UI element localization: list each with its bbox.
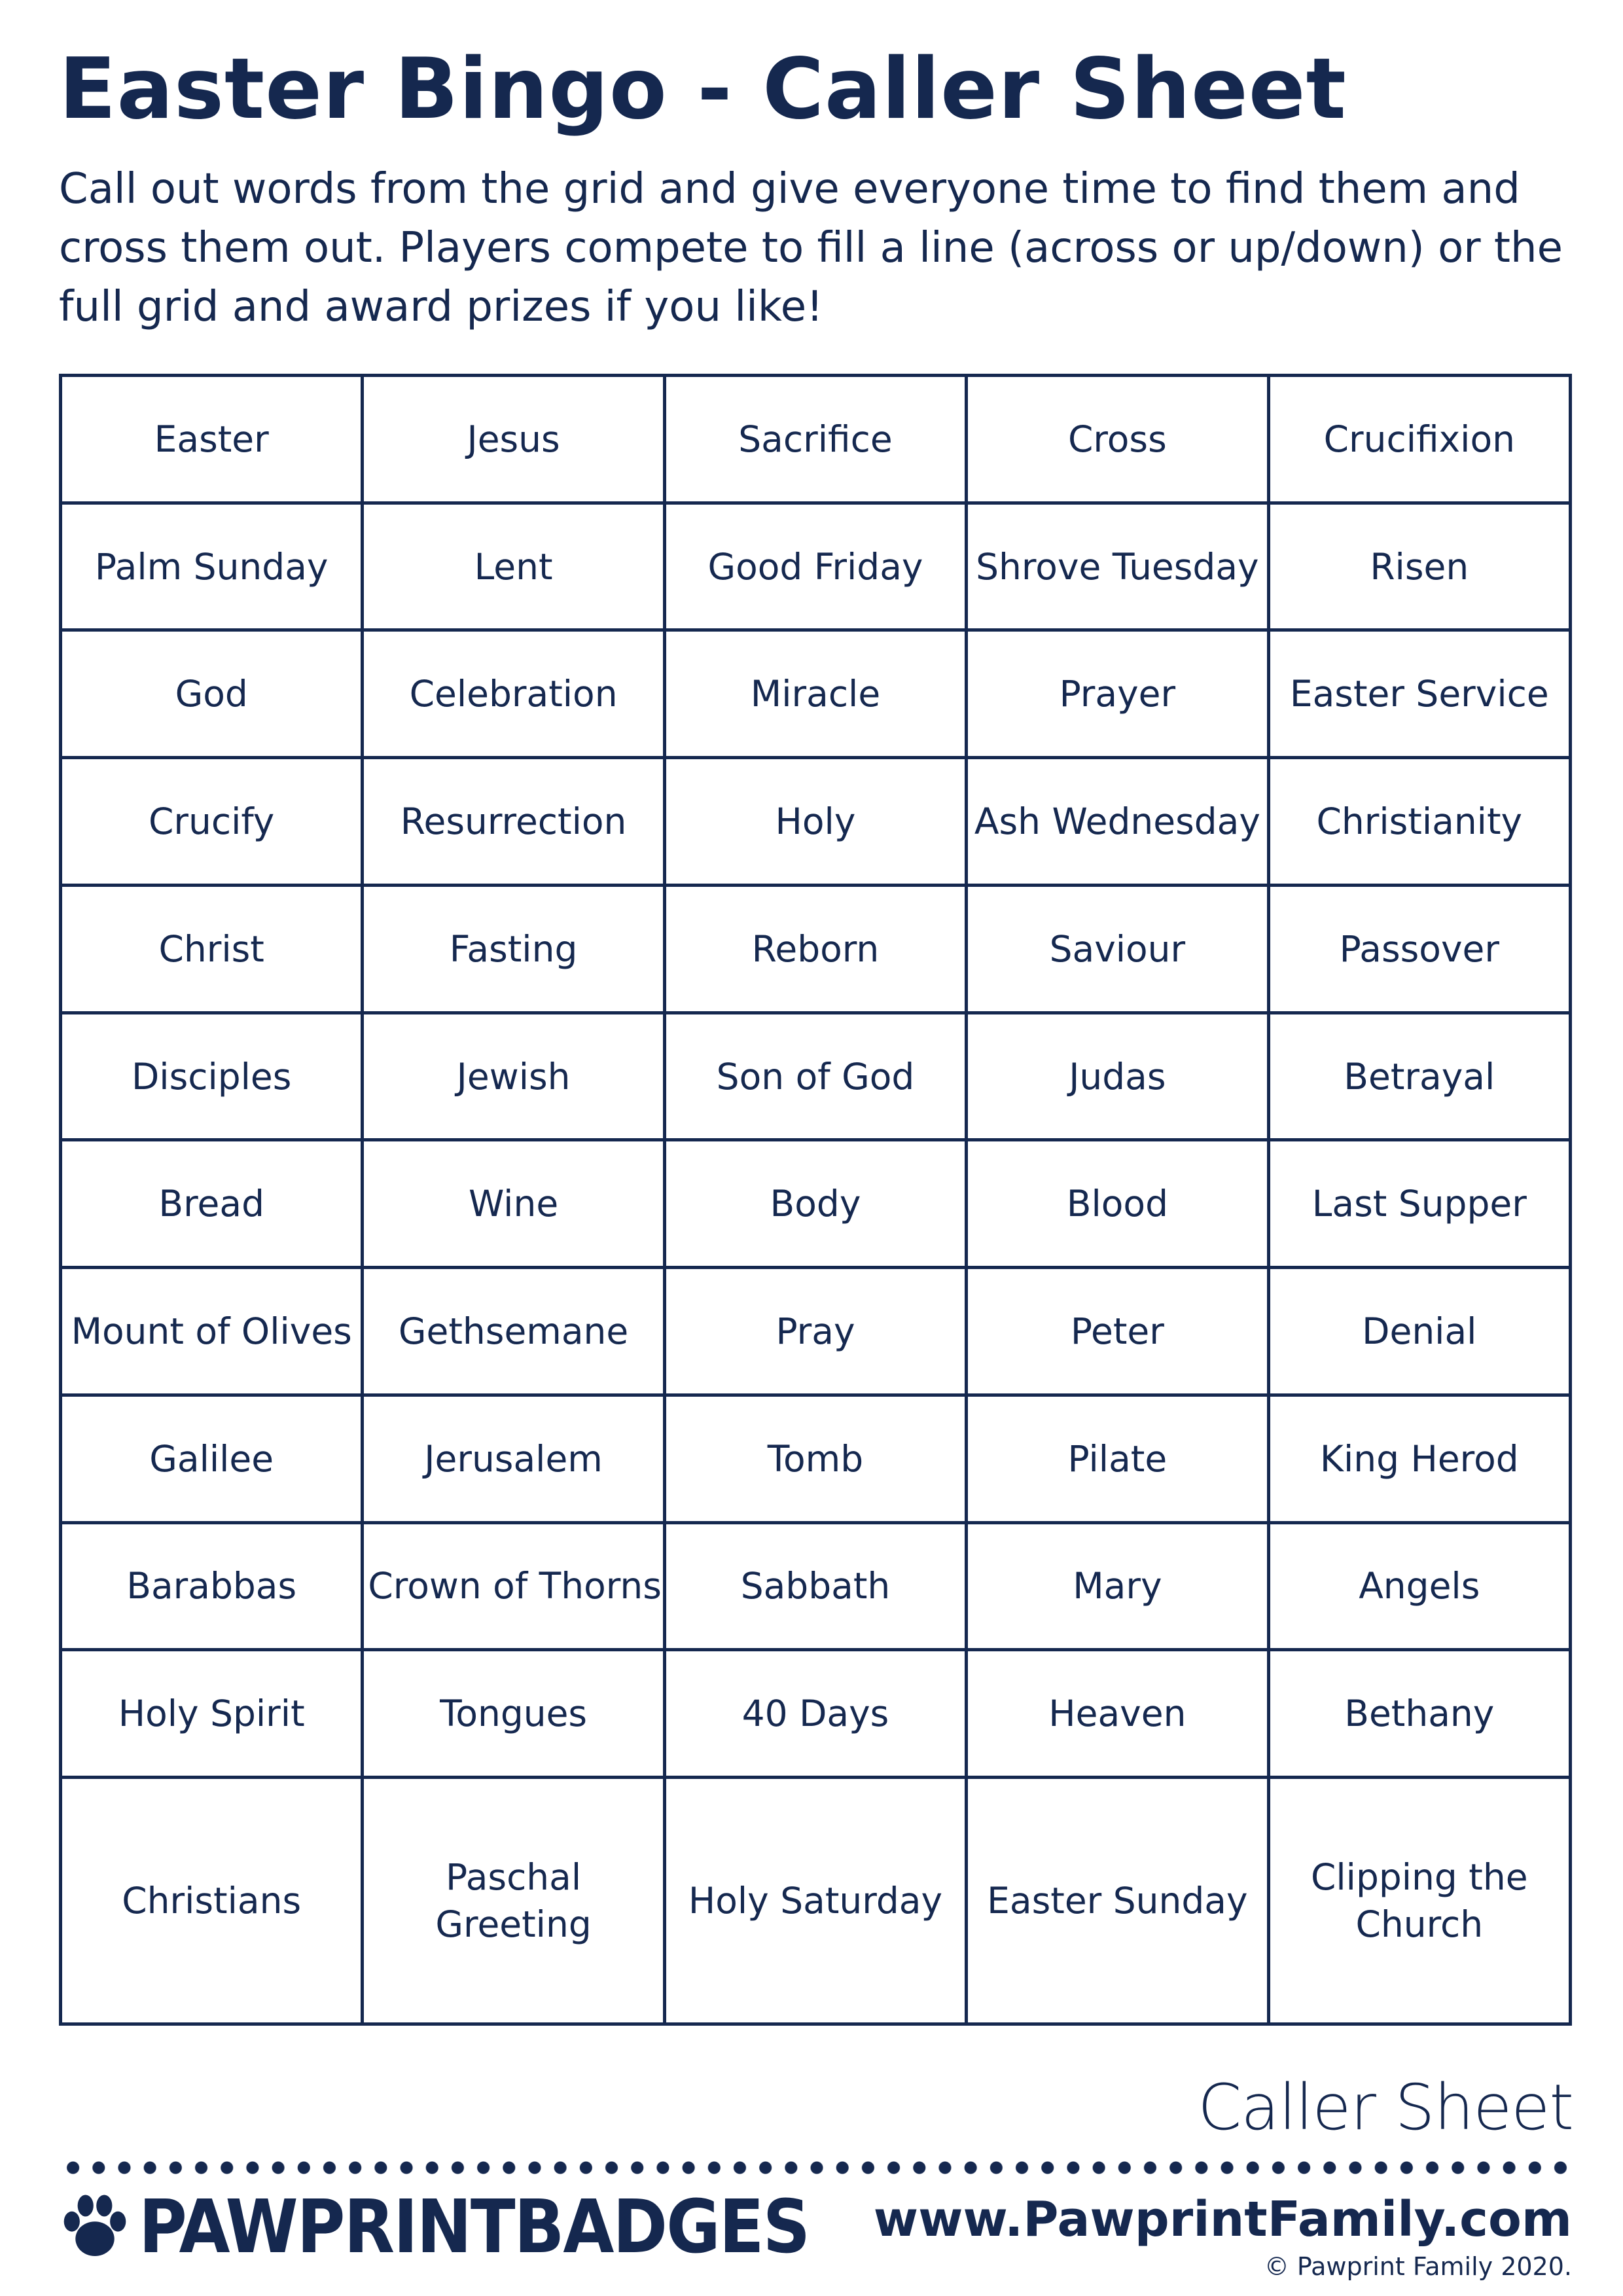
grid-row — [61, 1268, 1571, 1395]
grid-cell: Saviour — [967, 885, 1268, 1013]
grid-cell: Easter Sunday — [967, 1778, 1268, 2024]
grid-cell: Galilee — [61, 1395, 363, 1522]
grid-cell: Holy Saturday — [664, 1778, 966, 2024]
grid-cell: Mary — [967, 1522, 1268, 1650]
grid-cell: Pilate — [967, 1395, 1268, 1522]
grid-cell: Disciples — [61, 1013, 363, 1140]
grid-cell: Last Supper — [1268, 1140, 1570, 1268]
grid-row — [61, 885, 1571, 1013]
grid-cell: Fasting — [363, 885, 664, 1013]
grid-cell: Christians — [61, 1778, 363, 2024]
grid-row — [61, 1778, 1571, 2024]
grid-cell: Ash Wednesday — [967, 758, 1268, 886]
grid-row — [61, 1650, 1571, 1778]
grid-cell: Crucifixion — [1268, 376, 1570, 503]
grid-cell: Passover — [1268, 885, 1570, 1013]
grid-cell: Crown of Thorns — [363, 1522, 664, 1650]
grid-cell: Celebration — [363, 630, 664, 758]
grid-cell: Peter — [967, 1268, 1268, 1395]
dotted-divider — [60, 2160, 1572, 2176]
grid-cell: Denial — [1268, 1268, 1570, 1395]
grid-cell: Blood — [967, 1140, 1268, 1268]
grid-cell: Judas — [967, 1013, 1268, 1140]
grid-cell: Barabbas — [61, 1522, 363, 1650]
grid-cell: Clipping the Church — [1268, 1778, 1570, 2024]
grid-row — [61, 1395, 1571, 1522]
grid-cell: Body — [664, 1140, 966, 1268]
grid-cell: Miracle — [664, 630, 966, 758]
brand-logo — [59, 2185, 809, 2270]
website-link[interactable]: www.PawprintFamily.com — [873, 2191, 1572, 2248]
grid-row — [61, 630, 1571, 758]
grid-cell: Pray — [664, 1268, 966, 1395]
grid-cell: Christ — [61, 885, 363, 1013]
grid-cell: Holy Spirit — [61, 1650, 363, 1778]
grid-cell: 40 Days — [664, 1650, 966, 1778]
grid-cell: Heaven — [967, 1650, 1268, 1778]
instructions-text: Call out words from the grid and give everyone time to find them and cross them out. Players compete to fill a line (across or up/down) or the full grid and award prizes if you like! — [59, 165, 1563, 331]
grid-row — [61, 1013, 1571, 1140]
grid-row — [61, 1522, 1571, 1650]
grid-cell: Cross — [967, 376, 1268, 503]
grid-cell: Good Friday — [664, 503, 966, 630]
grid-cell: Jerusalem — [363, 1395, 664, 1522]
grid-cell: Jewish — [363, 1013, 664, 1140]
grid-cell: Christianity — [1268, 758, 1570, 886]
grid-cell: Easter — [61, 376, 363, 503]
grid-cell: Sabbath — [664, 1522, 966, 1650]
grid-cell: Reborn — [664, 885, 966, 1013]
grid-cell: Resurrection — [363, 758, 664, 886]
grid-row — [61, 376, 1571, 503]
grid-cell: Holy — [664, 758, 966, 886]
grid-cell: Palm Sunday — [61, 503, 363, 630]
sheet-label: Caller Sheet — [1198, 2071, 1573, 2144]
grid-row — [61, 1140, 1571, 1268]
grid-cell: King Herod — [1268, 1395, 1570, 1522]
grid-cell: Mount of Olives — [61, 1268, 363, 1395]
grid-cell: Angels — [1268, 1522, 1570, 1650]
grid-cell: God — [61, 630, 363, 758]
paw-print-icon — [59, 2191, 131, 2263]
grid-cell: Gethsemane — [363, 1268, 664, 1395]
grid-cell: Bread — [61, 1140, 363, 1268]
grid-cell: Prayer — [967, 630, 1268, 758]
grid-cell: Son of God — [664, 1013, 966, 1140]
grid-cell: Shrove Tuesday — [967, 503, 1268, 630]
brand-name: PAWPRINTBADGES — [139, 2185, 810, 2270]
grid-row — [61, 758, 1571, 886]
grid-cell: Bethany — [1268, 1650, 1570, 1778]
grid-row — [61, 503, 1571, 630]
copyright-notice: © Pawprint Family 2020. — [1264, 2252, 1572, 2281]
grid-cell: Tongues — [363, 1650, 664, 1778]
grid-cell: Risen — [1268, 503, 1570, 630]
grid-cell: Tomb — [664, 1395, 966, 1522]
page-title: Easter Bingo - Caller Sheet — [59, 41, 1347, 138]
grid-cell: Betrayal — [1268, 1013, 1570, 1140]
grid-cell: Easter Service — [1268, 630, 1570, 758]
grid-cell: Sacrifice — [664, 376, 966, 503]
grid-cell: Jesus — [363, 376, 664, 503]
bingo-word-grid — [59, 374, 1572, 2026]
grid-cell: Crucify — [61, 758, 363, 886]
grid-cell: Lent — [363, 503, 664, 630]
grid-cell: Wine — [363, 1140, 664, 1268]
grid-cell: Paschal Greeting — [363, 1778, 664, 2024]
